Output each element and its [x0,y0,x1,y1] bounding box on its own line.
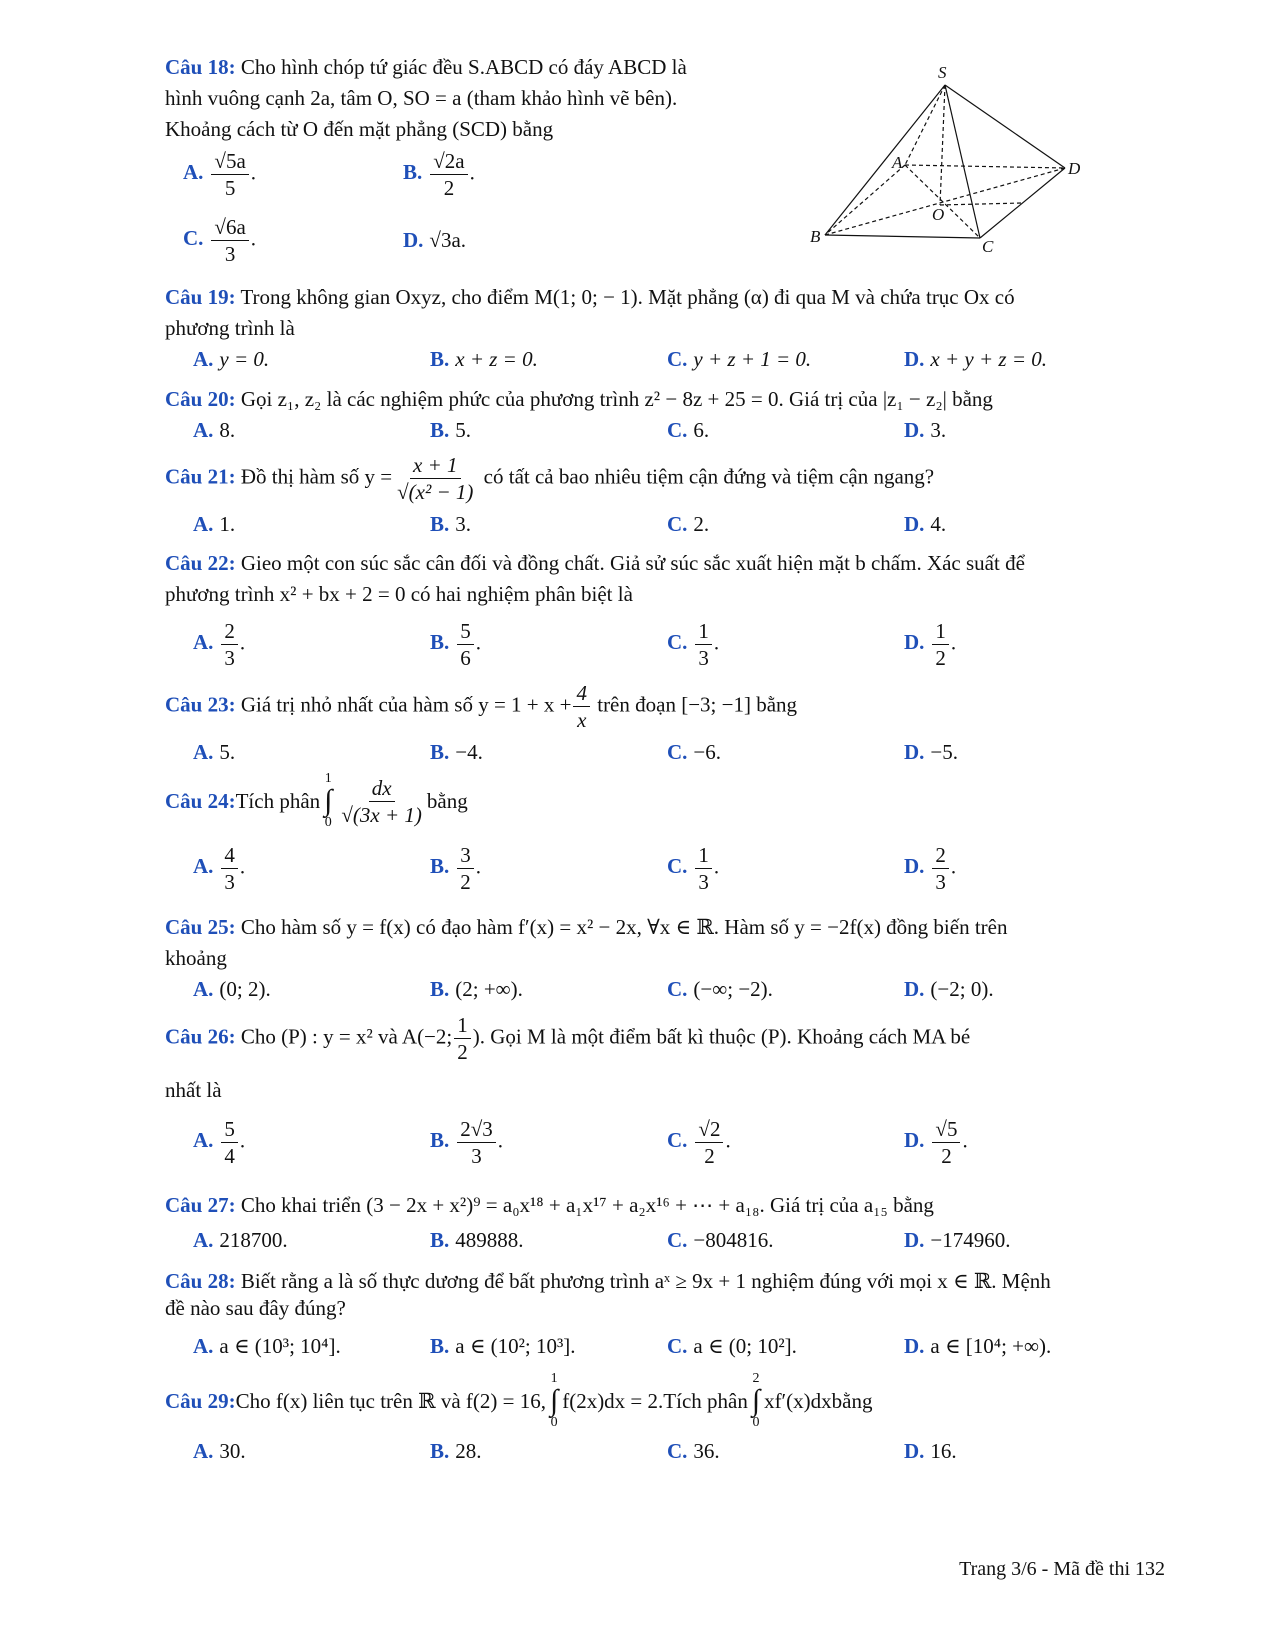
option-a[interactable]: A. 218700. [193,1228,288,1252]
question-18-options [165,148,765,278]
question-label: Câu 18: [165,55,236,79]
option-c[interactable]: C. −6. [667,740,722,764]
question-21: Câu 21: Đồ thị hàm số y = $\frac{x + 1}{\text{√(x² − 1)}}$ có tất cả bao nhiêu tiệm cận đứng và tiệm cận ngang? A. 1. B. 3. C. 2. D. 4. [165,452,1165,543]
label-c: C [982,237,994,256]
options [165,1436,1165,1470]
option-c[interactable]: C. $\frac{1}{3}$ . [667,843,720,894]
option-a[interactable]: A. 1. [193,512,236,536]
integral: 1 ∫ 0 [324,771,333,830]
option-c[interactable]: C. $\frac{√6a}{3}$ . [183,215,257,266]
option-a[interactable]: A. 5. [193,740,236,764]
options [165,974,1165,1008]
option-b[interactable]: B. $\frac{2√3}{3}$ . [430,1117,504,1168]
option-d[interactable]: D. 4. [904,512,947,536]
options [165,509,1165,543]
option-d[interactable]: D. √3a. [403,228,467,252]
question-26: Câu 26: Cho (P) : y = x² và A(−2; $\frac{1}{2}$ ). Gọi M là một điểm bất kì thuộc (P). Khoảng cách MA bé nhất là A. $\frac{5}{4}$ . B. $\frac{2√3}{3}$ . C. $\frac{√2}{2}$ . D. $\frac{√5}{2}$ . [165,1012,1165,1176]
options [165,842,1165,902]
option-c[interactable]: C. 2. [667,512,710,536]
options [165,1331,1165,1365]
label-o: O [932,205,945,224]
options [165,344,1165,378]
question-20: Câu 20: Gọi z₁, z₂ là các nghiệm phức của phương trình z² − 8z + 25 = 0. Giá trị của |z₁ − z₂| bằng A. 8. B. 5. C. 6. D. 3. [165,384,1165,449]
option-d[interactable]: D. (−2; 0). [904,977,994,1001]
option-c[interactable]: C. $\frac{1}{3}$ . [667,619,720,670]
option-d[interactable]: D. $\frac{2}{3}$ . [904,843,957,894]
option-c[interactable]: C. 6. [667,418,710,442]
option-d[interactable]: D. $\frac{1}{2}$ . [904,619,957,670]
option-b[interactable]: B. $\frac{3}{2}$ . [430,843,482,894]
question-text: Cho hình chóp tứ giác đều S.ABCD có đáy ABCD là [235,55,687,79]
option-b[interactable]: B. −4. [430,740,483,764]
options [165,1116,1165,1176]
option-b[interactable]: B. a ∈ (10²; 10³]. [430,1334,576,1358]
question-29: Câu 29: Cho f(x) liên tục trên ℝ và f(2) = 16, 1 ∫ 0 f(2x)dx = 2. Tích phân 2 ∫ 0 xf′(x)dx bằng A. 30. B. 28. C. 36. D. 16. [165,1372,1165,1470]
option-b[interactable]: B. 3. [430,512,472,536]
label-a: A [892,153,903,172]
options [165,415,1165,449]
pyramid-figure [810,60,1130,270]
options [165,737,1165,771]
option-b[interactable]: B. $\frac{5}{6}$ . [430,619,482,670]
option-c[interactable]: C. a ∈ (0; 10²]. [667,1334,797,1358]
question-27: Câu 27: Cho khai triển (3 − 2x + x²)⁹ = a₀x¹⁸ + a₁x¹⁷ + a₂x¹⁶ + ⋯ + a₁₈. Giá trị của a₁₅ bằng A. 218700. B. 489888. C. −804816. D. −174960. [165,1190,1165,1259]
options [165,618,1165,678]
label-d: D [1068,159,1081,178]
question-18 [165,52,765,145]
option-a[interactable]: A. 8. [193,418,236,442]
question-25: Câu 25: Cho hàm số y = f(x) có đạo hàm f′(x) = x² − 2x, ∀x ∈ ℝ. Hàm số y = −2f(x) đồng biến trên khoảng A. (0; 2). B. (2; +∞). C. (−∞; −2). D. (−2; 0). [165,912,1165,1008]
option-b[interactable]: B. $\frac{√2a}{2}$ . [403,149,475,200]
option-c[interactable]: C. $\frac{√2}{2}$ . [667,1117,731,1168]
option-a[interactable]: A. y = 0. [193,347,270,371]
option-d[interactable]: D. 16. [904,1439,957,1463]
option-b[interactable]: B. 28. [430,1439,482,1463]
option-c[interactable]: C. 36. [667,1439,720,1463]
option-d[interactable]: D. $\frac{√5}{2}$ . [904,1117,968,1168]
question-28: Câu 28: Biết rằng a là số thực dương để bất phương trình aˣ ≥ 9x + 1 nghiệm đúng với mọi x ∈ ℝ. Mệnh đề nào sau đây đúng? A. a ∈ (10³; 10⁴]. B. a ∈ (10²; 10³]. C. a ∈ (0; 10²]. D. a ∈ [10⁴; +∞). [165,1266,1165,1365]
option-a[interactable]: A. $\frac{4}{3}$ . [193,843,246,894]
option-d[interactable]: D. a ∈ [10⁴; +∞). [904,1334,1052,1358]
option-d[interactable]: D. −5. [904,740,959,764]
option-a[interactable]: A. 30. [193,1439,246,1463]
question-text: Khoảng cách từ O đến mặt phẳng (SCD) bằng [165,117,554,141]
question-19: Câu 19: Trong không gian Oxyz, cho điểm M(1; 0; − 1). Mặt phẳng (α) đi qua M và chứa trục Ox có phương trình là A. y = 0. B. x + z = 0. C. y + z + 1 = 0. D. x + y + z = 0. [165,282,1165,378]
integral: 1 ∫ 0 [549,1371,559,1430]
option-c[interactable]: C. y + z + 1 = 0. [667,347,812,371]
option-c[interactable]: C. (−∞; −2). [667,977,773,1001]
option-b[interactable]: B. (2; +∞). [430,977,523,1001]
option-a[interactable]: A. $\frac{2}{3}$ . [193,619,246,670]
question-24: Câu 24: Tích phân 1 ∫ 0 $\frac{dx}{√(3x + 1)}$ bằng A. $\frac{4}{3}$ . B. $\frac{3}{2}$ . C. $\frac{1}{3}$ . D. $\frac{2}{3}$ . [165,772,1165,902]
option-a[interactable]: A. a ∈ (10³; 10⁴]. [193,1334,341,1358]
page-footer: Trang 3/6 - Mã đề thi 132 [959,1558,1165,1580]
option-a[interactable]: A. $\frac{5}{4}$ . [193,1117,246,1168]
question-23: Câu 23: Giá trị nhỏ nhất của hàm số y = 1 + x + $\frac{4}{x}$ trên đoạn [−3; −1] bằng A. 5. B. −4. C. −6. D. −5. [165,680,1165,771]
option-c[interactable]: C. −804816. [667,1228,774,1252]
integral: 2 ∫ 0 [751,1371,761,1430]
options [165,1225,1165,1259]
option-a[interactable]: A. $\frac{√5a}{5}$ . [183,149,257,200]
option-d[interactable]: D. x + y + z = 0. [904,347,1047,371]
option-b[interactable]: B. 489888. [430,1228,524,1252]
option-d[interactable]: D. −174960. [904,1228,1011,1252]
question-text: hình vuông cạnh 2a, tâm O, SO = a (tham khảo hình vẽ bên). [165,86,678,110]
option-b[interactable]: B. x + z = 0. [430,347,538,371]
label-b: B [810,227,821,246]
option-a[interactable]: A. (0; 2). [193,977,271,1001]
option-d[interactable]: D. 3. [904,418,947,442]
question-22: Câu 22: Gieo một con súc sắc cân đối và đồng chất. Giả sử súc sắc xuất hiện mặt b chấm. Xác suất để phương trình x² + bx + 2 = 0 có hai nghiệm phân biệt là A. $\frac{2}{3}$ . B. $\frac{5}{6}$ . C. $\frac{1}{3}$ . D. $\frac{1}{2}$ . [165,548,1165,678]
label-s: S [938,63,947,82]
option-b[interactable]: B. 5. [430,418,472,442]
